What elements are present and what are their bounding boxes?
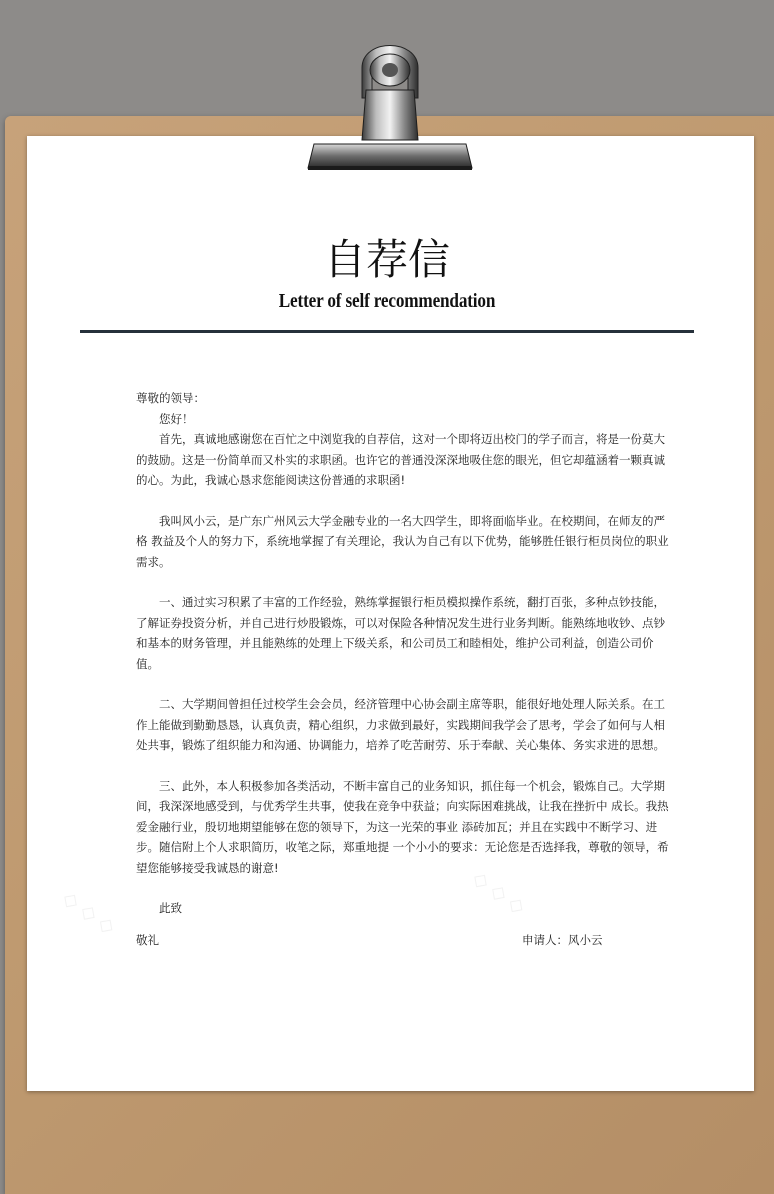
watermark: ◇ ◇ ◇ xyxy=(468,865,531,919)
letter-paragraph: 首先，真诚地感谢您在百忙之中浏览我的自荐信，这对一个即将迈出校门的学子而言，将是一份莫大的鼓励。这是一份简单而又朴实的求职函。也许它的普通没深深地吸住您的眼光，但它却蕴涵着一颗真诚的心。为此，我诚心恳求您能阅读这份普通的求职函! xyxy=(136,432,665,487)
letter-body xyxy=(136,388,670,878)
letter-closing: 此致 xyxy=(159,901,182,915)
title-divider xyxy=(80,330,694,333)
page-title: 自荐信 xyxy=(323,235,450,284)
letter-paragraph: 三、此外，本人积极参加各类活动，不断丰富自己的业务知识，抓住每一个机会，锻炼自己。大学期间，我深深地感受到，与优秀学生共事，使我在竞争中获益；向实际困难挑战，让我在挫折中 成长。我热爱金融行业，殷切地期望能够在您的领导下，为这一光荣的事业 添砖加瓦；并且在实践中不断学习、进步。随信附上个人求职简历，收笔之际，郑重地提 一个小小的要求：无论您是否选择我，尊敬的领导，希望您能够接受我诚恳的谢意! xyxy=(136,778,669,875)
letter-signature: 申请人：风小云 xyxy=(522,933,603,947)
signature-row xyxy=(136,932,606,948)
binder-clip-icon xyxy=(300,28,480,178)
letter-greeting: 您好！ xyxy=(159,411,194,426)
letter-paragraph: 一、通过实习积累了丰富的工作经验，熟练掌握银行柜员模拟操作系统，翻打百张，多种点钞技能，了解证券投资分析，并自己进行炒股锻炼，可以对保险各种情况发生进行业务判断。能熟练地收钞、点钞和基本的财务管理，并且能熟练的处理上下级关系，和公司员工和睦相处，维护公司利益，创造公司价值。 xyxy=(136,595,665,671)
letter-paragraph: 二、大学期间曾担任过校学生会会员，经济管理中心协会副主席等职，能很好地处理人际关系。在工作上能做到勤勤恳恳，认真负责，精心组织，力求做到最好，实践期间我学会了思考，学会了如何与人相处共事，锻炼了组织能力和沟通、协调能力，培养了吃苦耐劳、乐于奉献、关心集体、务实求进的思想。 xyxy=(136,697,665,752)
watermark: ◇ ◇ ◇ xyxy=(58,885,121,939)
page-subtitle: Letter of self recommendation xyxy=(278,290,496,312)
letter-paragraph: 我叫风小云，是广东广州风云大学金融专业的一名大四学生，即将面临毕业。在校期间，在师友的严格 教益及个人的努力下，系统地掌握了有关理论，我认为自己有以下优势，能够胜任银行柜员岗位的职业需求。 xyxy=(136,513,669,569)
letter-salutation: 尊敬的领导： xyxy=(136,391,205,405)
letter-regards: 敬礼 xyxy=(136,933,159,947)
